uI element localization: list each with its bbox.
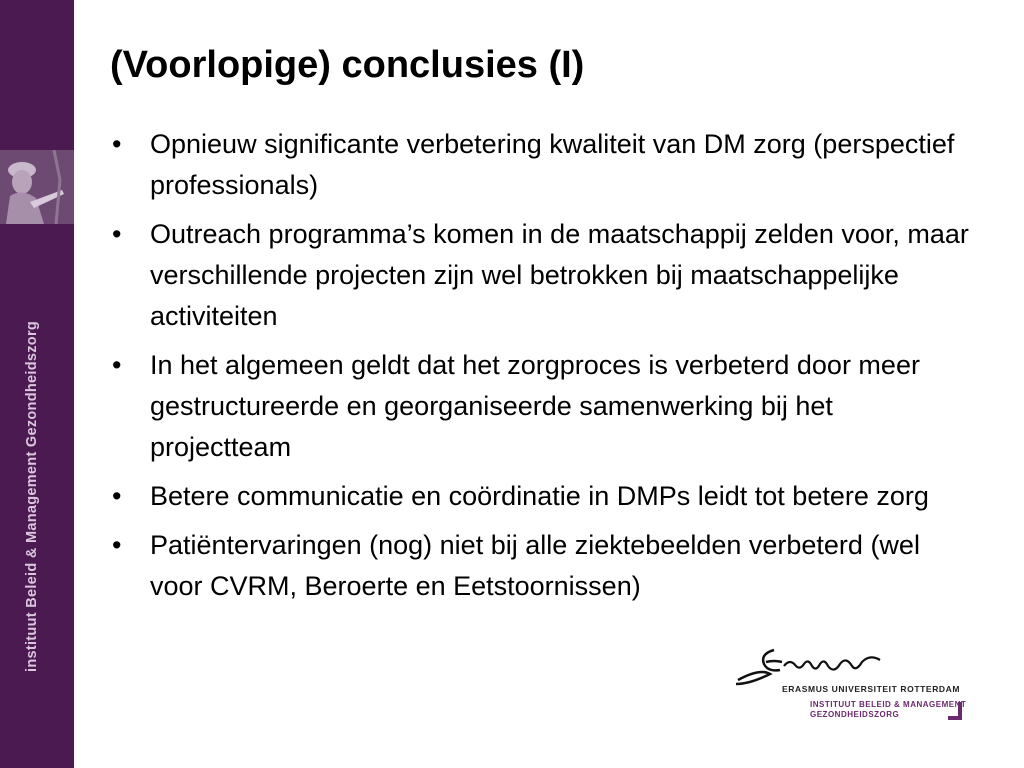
bullet-icon: • xyxy=(112,481,122,511)
bullet-item xyxy=(110,345,970,468)
institute-line-1: INSTITUUT BELEID & MANAGEMENT xyxy=(810,700,967,709)
bullet-text: In het algemeen geldt dat het zorgproces is verbeterd door meer gestructureerde en georganiseerde samenwerking bij het projectteam xyxy=(150,350,920,462)
logo-bracket-icon xyxy=(948,702,962,720)
bullet-list xyxy=(110,124,970,615)
institute-name xyxy=(810,700,966,720)
erasmus-logo xyxy=(730,640,970,720)
bullet-icon: • xyxy=(112,530,122,560)
bullet-icon: • xyxy=(112,219,122,249)
bullet-item xyxy=(110,124,970,206)
bullet-text: Betere communicatie en coördinatie in DMPs leidt tot betere zorg xyxy=(150,481,929,511)
bullet-item xyxy=(110,476,970,517)
erasmus-portrait-image xyxy=(0,150,74,224)
slide-title: (Voorlopige) conclusies (I) xyxy=(110,44,585,86)
bullet-item xyxy=(110,525,970,607)
bullet-icon: • xyxy=(112,129,122,159)
institute-line-2: GEZONDHEIDSZORG xyxy=(810,710,900,719)
bullet-icon: • xyxy=(112,350,122,380)
sidebar-institute-label: instituut Beleid & Management Gezondheidszorg xyxy=(24,320,40,672)
university-name: ERASMUS UNIVERSITEIT ROTTERDAM xyxy=(782,684,961,694)
bullet-text: Opnieuw significante verbetering kwaliteit van DM zorg (perspectief professionals) xyxy=(150,129,955,200)
sidebar xyxy=(0,0,74,768)
bullet-item xyxy=(110,214,970,337)
erasmus-signature-icon xyxy=(730,640,890,686)
bullet-text: Patiëntervaringen (nog) niet bij alle ziektebeelden verbeterd (wel voor CVRM, Beroerte en Eetstoornissen) xyxy=(150,530,920,601)
bullet-text: Outreach programma’s komen in de maatschappij zelden voor, maar verschillende projecten zijn wel betrokken bij maatschappelijke activiteiten xyxy=(150,219,969,331)
